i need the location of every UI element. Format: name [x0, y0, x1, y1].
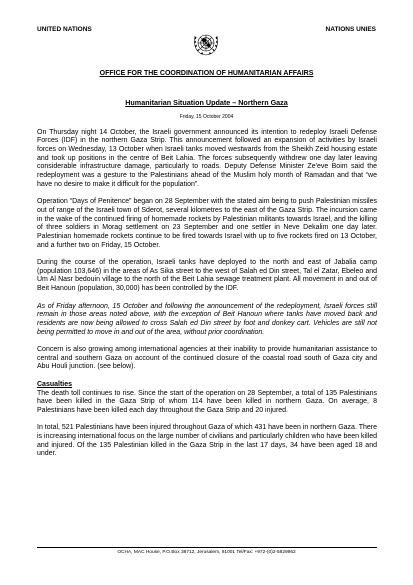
- footer-divider: [37, 547, 377, 548]
- org-name-english: UNITED NATIONS: [37, 26, 92, 33]
- paragraph-redeployment: On Thursday night 14 October, the Israeli government announced its intention to redeploy Israeli Defense Forces (IDF) in the northern Gaza Strip. This announcement followed an expansion of activities by Israeli forces on Wednesday, 13 October when Israeli tanks moved westwards from the Sheikh Zeid housing estate and took up positions in the centre of Beit Lahia. The forces subsequently withdrew one day later leaving considerable infrastructure damage, particularly to roads. Deputy Defense Minister Ze'eve Boim said the redeployment was a gesture to the Palestinians ahead of the Muslim holy month of Ramadan and that “we have no desire to make it difficult for the population”.: [37, 128, 377, 188]
- report-date: Friday, 15 October 2004: [179, 114, 234, 120]
- casualties-heading: Casualties: [37, 380, 73, 388]
- paragraph-access-concern: Concern is also growing among international agencies at their inability to provide humanitarian assistance to central and southern Gaza on account of the continued closure of the coastal road south of Gaza city and Abu Houli junction. (see below).: [37, 346, 377, 371]
- org-name-french: NATIONS UNIES: [325, 26, 376, 33]
- report-body: [37, 129, 377, 468]
- office-name: OFFICE FOR THE COORDINATION OF HUMANITARIAN AFFAIRS: [99, 70, 314, 77]
- paragraph-death-toll: The death toll continues to rise. Since the start of the operation on 28 September, a total of 135 Palestinians have been killed in the Gaza Strip of whom 114 have been killed in northern Gaza. On average, 8 Palestinians have been killed each day throughout the Gaza Strip and 20 injured.: [37, 389, 377, 414]
- report-title: Humanitarian Situation Update – Northern Gaza: [125, 98, 288, 107]
- paragraph-deployment-areas: During the course of the operation, Israeli tanks have deployed to the north and east of Jabalia camp (population 103,646) in the areas of As Sika street to the west of Salah ed Din street, Tal el Zatar, Ebeleo and Um Al Nasr bedouin village to the north of the Beit Lahia sewage treatment plant. All movement in and out of Beit Hanoun (population, 30,000) has been controlled by the IDF.: [37, 259, 377, 293]
- un-emblem-icon: [191, 31, 221, 58]
- footer-address: OCHA, MAC House, P.O.Box 38712, Jerusalem, 91001 Tel/Fax: +972-(0)2-5829962: [117, 550, 296, 555]
- paragraph-injuries: In total, 521 Palestinians have been injured throughout Gaza of which 431 have been in northern Gaza. There is increasing international focus on the large number of civilians and particularly children who have been killed and injured. Of the 135 Palestinian killed in the Gaza Strip in the last 17 days, 34 have been aged 18 and under.: [37, 424, 377, 458]
- paragraph-current-status: As of Friday afternoon, 15 October and following the announcement of the redeployment, Israeli forces still remain in those areas noted above, with the exception of Beit Hanoun where tanks have moved back and residents are now being allowed to cross Salah ed Din street by foot and donkey cart. Vehicles are still not being permitted to move in and out of the area, without prior coordination.: [37, 302, 377, 336]
- paragraph-operation: Operation “Days of Penitence” began on 28 September with the stated aim being to push Palestinian missiles out of range of the Israeli town of Sderot, several kilometres to the east of the Gaza Strip. The incursion came in the wake of the continued firing of homemade rockets by Palestinian militants towards Israel, and the killing of three soldiers in Morag settlement on 23 September and one settler in Neve Dekalim one day later. Palestinian homemade rockets continue to be fired towards Israel with up to five rockets fired on 13 October, and a further two on Friday, 15 October.: [37, 198, 377, 249]
